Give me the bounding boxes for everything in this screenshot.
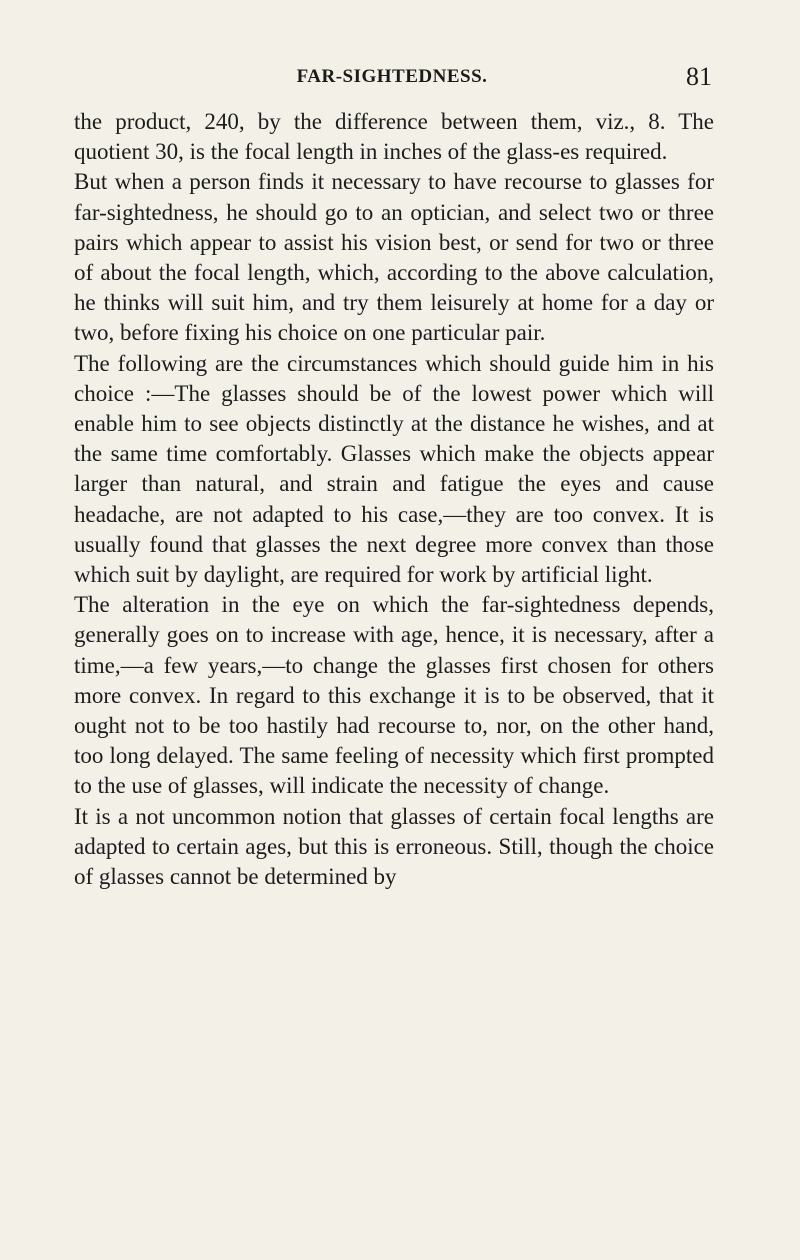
paragraph: the product, 240, by the difference between them, viz., 8. The quotient 30, is the focal length in inches of the glass-es required. [74, 109, 714, 165]
page-body [74, 107, 714, 892]
page-number: 81 [686, 62, 712, 91]
running-header [72, 62, 712, 92]
paragraph: It is a not uncommon notion that glasses of certain focal lengths are adapted to certain ages, but this is erroneous. Still, though the choice of glasses cannot be determined by [74, 803, 714, 890]
paragraph: The following are the circumstances which should guide him in his choice :—The glasses should be of the lowest power which will enable him to see objects distinctly at the distance he wishes, and at the same time comfortably. Glasses which make the objects appear larger than natural, and strain and fatigue the eyes and cause headache, are not adapted to his case,—they are too convex. It is usually found that glasses the next degree more convex than those which suit by daylight, are required for work by artificial light. [74, 350, 714, 588]
paragraph: The alteration in the eye on which the far-sightedness depends, generally goes on to increase with age, hence, it is necessary, after a time,—a few years,—to change the glasses first chosen for others more convex. In regard to this exchange it is to be observed, that it ought not to be too hastily had recourse to, nor, on the other hand, too long delayed. The same feeling of necessity which first prompted to the use of glasses, will indicate the necessity of change. [74, 592, 714, 799]
paragraph: But when a person finds it necessary to have recourse to glasses for far-sightedness, he should go to an optician, and select two or three pairs which appear to assist his vision best, or send for two or three of about the focal length, which, according to the above calculation, he thinks will suit him, and try them leisurely at home for a day or two, before fixing his choice on one particular pair. [74, 169, 714, 346]
chapter-title: FAR-SIGHTEDNESS. [296, 66, 488, 87]
